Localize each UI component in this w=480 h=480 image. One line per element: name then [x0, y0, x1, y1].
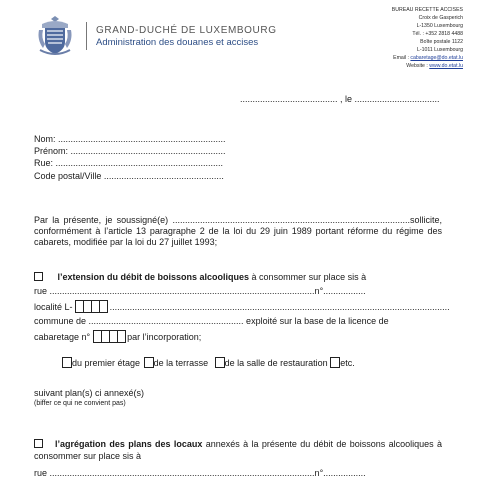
contact-line: Croix de Gasperich	[418, 15, 463, 21]
option-terrasse-checkbox[interactable]	[144, 357, 154, 368]
option-salle-restauration-checkbox[interactable]	[215, 357, 225, 368]
plans-annexes-text: suivant plan(s) ci annexé(s)	[34, 388, 145, 398]
contact-line: L-1350 Luxembourg	[416, 23, 463, 29]
cabaretage-suffix: par l’incorporation;	[127, 332, 202, 342]
section1-heading	[34, 272, 366, 283]
coat-of-arms-logo	[34, 14, 76, 58]
option-salle-restauration-label: de la salle de restauration	[224, 358, 328, 368]
section1-bold: l’extension du débit de boissons alcooliques	[57, 272, 250, 282]
section2-heading	[34, 438, 442, 462]
contact-line: BUREAU RECETTE ACCISES	[391, 7, 463, 13]
email-label: Email :	[393, 55, 411, 61]
website-link[interactable]: www.do.etat.lu	[429, 63, 463, 69]
plans-annexes-note: (biffer ce qui ne convient pas)	[34, 400, 126, 407]
option-etc-checkbox[interactable]	[330, 357, 340, 368]
brand-subtitle: Administration des douanes et accises	[96, 37, 259, 48]
place-date-line: ....................................... , le ..................................	[240, 94, 440, 104]
section1-rue-line[interactable]: rue ..........................................................................................................n°.................	[34, 286, 366, 296]
section1-rest: à consommer sur place sis à	[249, 272, 367, 282]
prenom-field[interactable]: Prénom: ..............................................................	[34, 146, 226, 156]
option-premier-etage-label: du premier étage	[72, 358, 141, 368]
license-number-boxes[interactable]	[93, 330, 125, 343]
rue-field[interactable]: Rue: ...................................................................	[34, 158, 224, 168]
contact-website	[392, 62, 463, 70]
brand-divider	[86, 22, 87, 50]
section1-checkbox[interactable]	[34, 272, 43, 281]
option-premier-etage-checkbox[interactable]	[62, 357, 72, 368]
section1-localite-line	[34, 300, 450, 313]
contact-line: Tél. : +352 2818 4488	[412, 31, 463, 37]
intro-paragraph: Par la présente, je soussigné(e) ...............................................................................................sollicite, conformément à l’article 13 paragraphe 2 de la loi du 29 juin 1989 portant réforme du régime des cabarets, modifiée par la loi du 27 juillet 1993;	[34, 215, 442, 247]
brand-title: GRAND-DUCHÉ DE LUXEMBOURG	[96, 25, 277, 36]
contact-block	[392, 6, 463, 70]
postal-code-boxes[interactable]	[75, 300, 107, 313]
cabaretage-prefix: cabaretage n°	[34, 332, 91, 342]
option-etc-label: etc.	[340, 358, 355, 368]
section2-bold: l’agrégation des plans des locaux	[55, 439, 203, 449]
code-postal-ville-field[interactable]: Code postal/Ville ................................................	[34, 171, 224, 181]
localite-label: localité L-	[34, 302, 73, 312]
email-link[interactable]: cabaretage@do.etat.lu	[410, 55, 463, 61]
contact-email	[392, 54, 463, 62]
section1-options	[62, 357, 355, 369]
section1-cabaretage-line	[34, 330, 201, 343]
section2-rest: annexés à la présente du débit de boissons alcooliques à consommer sur place sis à	[34, 439, 442, 461]
section2-checkbox[interactable]	[34, 439, 43, 448]
section2-rue-line[interactable]: rue ..........................................................................................................n°.................	[34, 468, 366, 478]
localite-dots[interactable]: ........................................................................................................................................	[109, 302, 450, 312]
contact-line: Boîte postale 1122	[420, 39, 463, 45]
section1-commune-line[interactable]: commune de .............................................................. exploité sur la base de la licence de	[34, 316, 389, 326]
website-label: Website :	[406, 63, 430, 69]
nom-field[interactable]: Nom: ...................................................................	[34, 134, 226, 144]
contact-line: L-1011 Luxembourg	[416, 47, 463, 53]
option-terrasse-label: de la terrasse	[153, 358, 209, 368]
